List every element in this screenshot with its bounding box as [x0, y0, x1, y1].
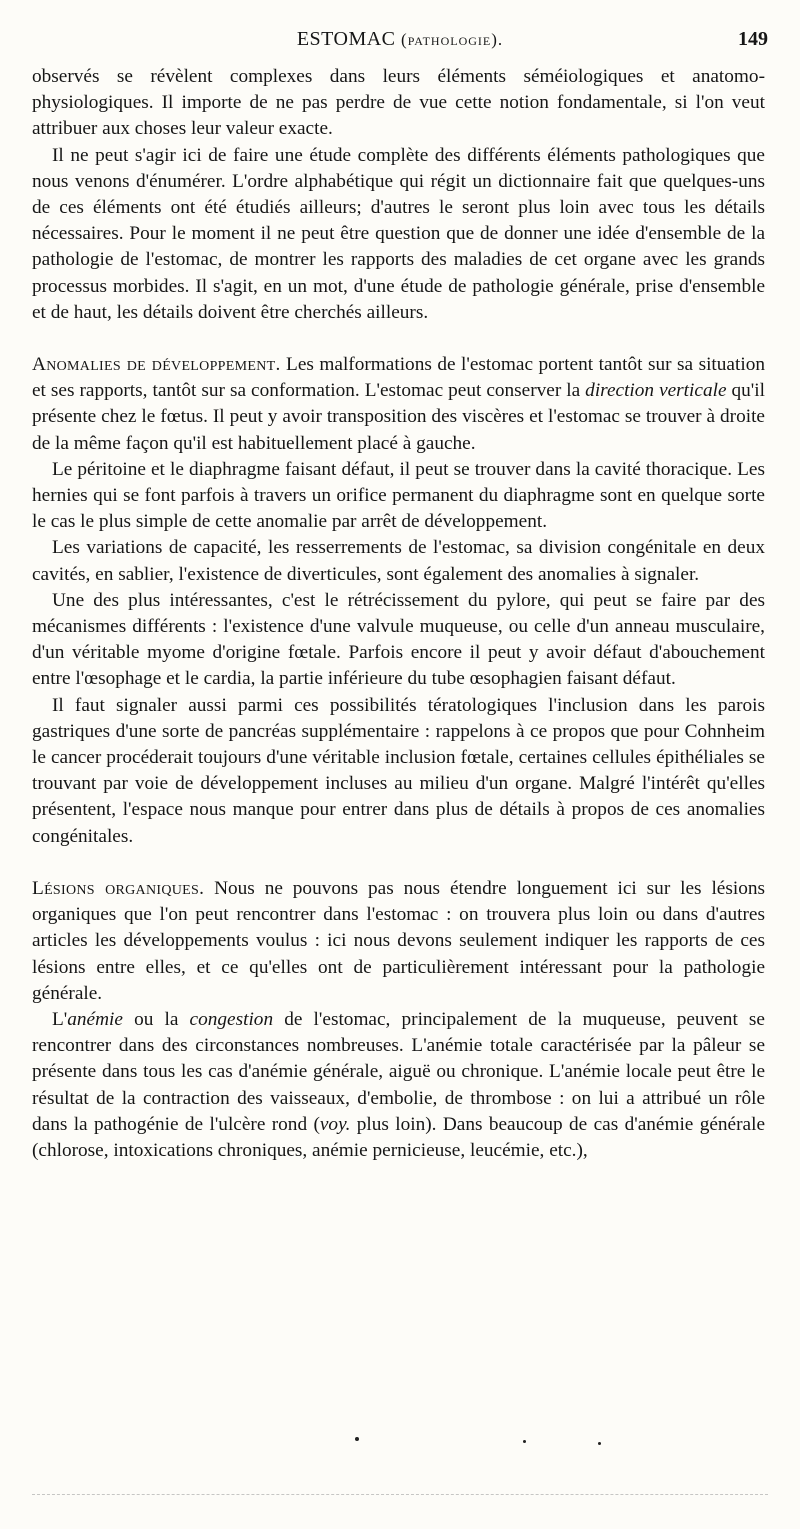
paragraph-6: Une des plus intéressantes, c'est le rétrécissement du pylore, qui peut se faire par des mécanismes différents : l'existence d'une valvule muqueuse, ou celle d'un anneau musculaire, d'un véritable myome d'origine fœtale. Parfois encore il peut y avoir défaut d'abouchement entre l'œsophage et le cardia, la partie inférieure du tube œsophagien faisant défaut.	[32, 589, 765, 690]
body-text	[32, 64, 765, 1164]
running-title-main: ESTOMAC	[296, 28, 396, 50]
paragraph-7: Il faut signaler aussi parmi ces possibilités tératologiques l'inclusion dans les parois gastriques d'une sorte de pancréas supplémentaire : rappelons à ce propos que pour Cohnheim le cancer procéderait toujours d'une véritable inclusion fœtale, certaines cellules épithéliales se trouvant par voie de développement incluses au milieu d'un organe. Malgré l'intérêt qu'elles présentent, l'espace nous manque pour entrer dans plus de détails à propos de ces anomalies congénitales.	[32, 694, 765, 847]
paragraph-lesions-text: Nous ne pouvons pas nous étendre longuement ici sur les lésions organiques que l'on peut rencontrer dans l'estomac : on trouvera plus loin ou dans d'autres articles les développements voulus : ici nous devons seulement indiquer les rapports de ces lésions entre elles, et ce qu'elles ont de particulièrement intéressant pour la pathologie générale.	[32, 877, 766, 1004]
paragraph-9-part-b: ou la	[122, 1008, 190, 1030]
paragraph-2: Il ne peut s'agir ici de faire une étude complète des différents éléments pathologiques que nous venons d'énumérer. L'ordre alphabétique qui régit un dictionnaire fait que quelques-uns de ces éléments ont été étudiés ailleurs; d'autres le seront plus loin avec tous les détails nécessaires. Pour le moment il ne peut être question que de donner une idée d'ensemble de la pathologie de l'estomac, de montrer les rapports des maladies de cet organe avec les grands processus morbides. Il s'agit, en un mot, d'une étude de pathologie générale, prise d'ensemble et de haut, les détails doivent être cherchés ailleurs.	[32, 144, 765, 323]
paragraph-9-part-c: de l'estomac, principalement de la muqueuse, peuvent se rencontrer dans des circonstances nombreuses. L'anémie totale caractérisée par la pâleur se présente dans tous les cas d'anémie générale, aiguë ou chronique. L'anémie locale peut être le résultat de la contraction des vaisseaux, d'embolie, de thrombose : on lui a attribué un rôle dans la pathogénie de l'ulcère rond (	[32, 1008, 765, 1135]
bleed-through-rule	[32, 1494, 768, 1495]
paragraph-4: Le péritoine et le diaphragme faisant défaut, il peut se trouver dans la cavité thoracique. Les hernies qui se font parfois à travers un orifice permanent du diaphragme sont en quelque sorte le cas le plus simple de cette anomalie par arrêt de développement.	[32, 458, 765, 533]
print-speck	[355, 1437, 359, 1441]
print-speck	[598, 1442, 601, 1445]
paragraph-1: observés se révèlent complexes dans leurs éléments séméiologiques et anatomo-physiologiques. Il importe de ne pas perdre de vue cette notion fondamentale, si l'on veut attribuer aux choses leur valeur exacte.	[32, 66, 765, 140]
section-heading-anomalies: Anomalies de développement.	[32, 354, 281, 376]
running-title-sub: (pathologie).	[401, 30, 504, 49]
paragraph-9	[32, 1007, 765, 1164]
running-title	[32, 28, 768, 51]
paragraph-9-part-d: plus loin). Dans beaucoup de cas d'anémie générale (chlorose, intoxications chroniques, anémie pernicieuse, leucémie, etc.),	[32, 1113, 766, 1161]
print-speck	[523, 1440, 526, 1443]
paragraph-lesions	[32, 876, 765, 1007]
paragraph-anomalies-emphasis: direction verticale	[585, 380, 727, 402]
section-heading-lesions: Lésions organiques.	[32, 877, 205, 899]
page-number: 149	[738, 28, 768, 50]
paragraph-anomalies-part-a: Les malformations de l'estomac portent tantôt sur sa situation et ses rapports, tantôt sur sa conformation. L'estomac peut conserver la	[32, 354, 765, 402]
paragraph-5: Les variations de capacité, les resserrements de l'estomac, sa division congénitale en deux cavités, en sablier, l'existence de diverticules, sont également des anomalies à signaler.	[32, 537, 765, 585]
paragraph-9-emphasis-congestion: congestion	[189, 1008, 274, 1030]
paragraph-9-emphasis-voy: voy.	[319, 1113, 351, 1135]
paragraph-9-part-a: L'	[52, 1008, 68, 1030]
paragraph-9-emphasis-anemie: anémie	[67, 1008, 123, 1030]
paragraph-anomalies-part-b: qu'il présente chez le fœtus. Il peut y avoir transposition des viscères et l'estomac se trouver à droite de la même façon qu'il est habituellement placé à gauche.	[32, 380, 765, 454]
paragraph-anomalies	[32, 352, 765, 457]
running-header	[32, 28, 768, 58]
